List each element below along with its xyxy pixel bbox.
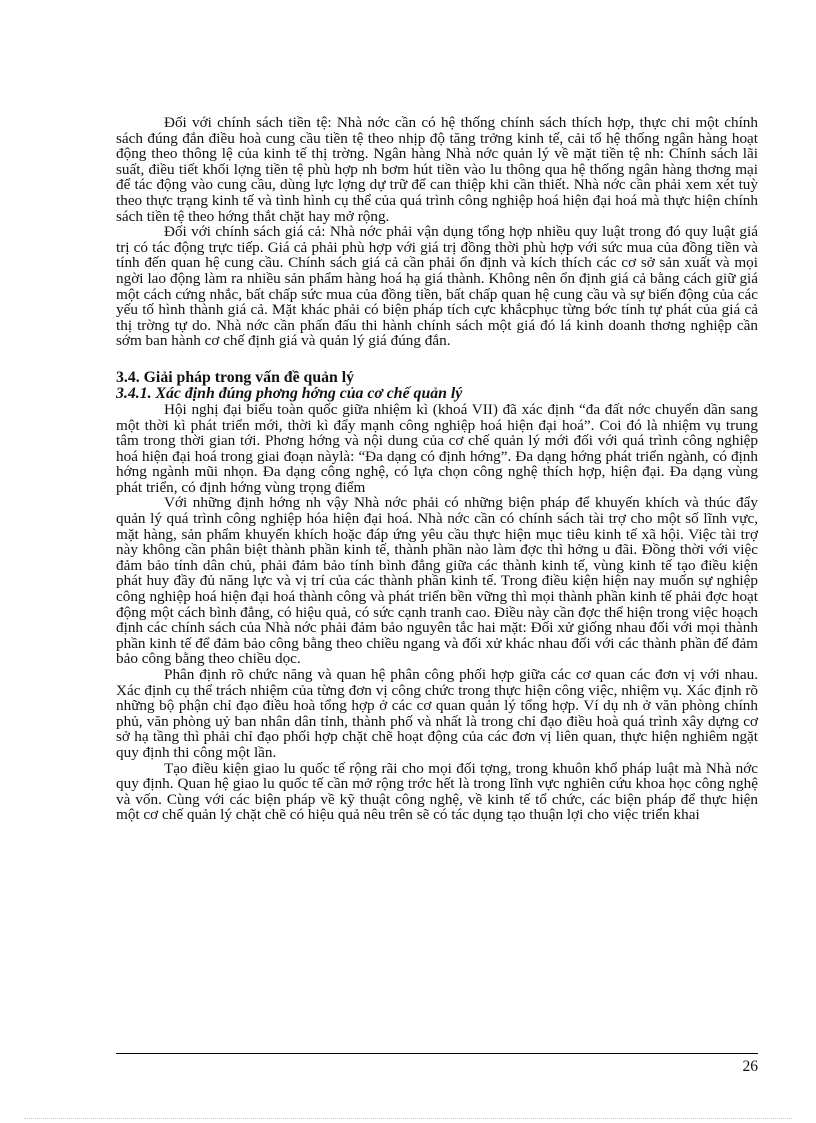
paragraph-function-division: Phân định rõ chức năng và quan hệ phân công phối hợp giữa các cơ quan các đơn vị với nhau. Xác định cụ thể trách nhiệm của từng đơn vị công chức trong thực hiện công việc, nhiệm vụ. Xác định rõ những bộ phận chỉ đạo điều hoà tổng hợp ở các cơ quan quản lý tổng hợp. Ví dụ nh ở văn phòng chính phủ, văn phòng uỷ ban nhân dân tỉnh, thành phố và nhất là trong chỉ đạo điều hoà quá trình xây dựng cơ sở hạ tầng thì phải chỉ đạo phối hợp chặt chẽ hoạt động của các đơn vị liên quan, thực hiện nghiêm ngặt quy định thi công một lần.	[116, 666, 758, 761]
page-body	[116, 115, 758, 823]
page-bottom-border	[24, 1118, 792, 1119]
footer-divider	[116, 1053, 758, 1054]
paragraph-price-policy: Đối với chính sách giá cả: Nhà nớc phải vận dụng tổng hợp nhiều quy luật trong đó quy luật giá trị có tác động trực tiếp. Giá cả phải phù hợp với giá trị đồng thời phù hợp với sức mua của đồng tiền và tính đến quan hệ cung cầu. Chính sách giá cả cần phải ổn định và kích thích các cơ sở sản xuất và mọi ngời lao động làm ra nhiều sản phẩm hàng hoá hạ giá thành. Không nên ổn định giá cả bằng cách giữ giá một cách cứng nhắc, bất chấp sức mua của đồng tiền, bất chấp quan hệ cung cầu và sự biến động của các yếu tố hình thành giá cả. Mặt khác phải có biện pháp tích cực khắcphục từng bớc tính tự phát của giá cả thị trờng tự do. Nhà nớc cần phấn đấu thi hành chính sách một giá đó lá kinh doanh thơng nghiệp cần sớm ban hành cơ chế định giá và quản lý giá đúng đắn.	[116, 223, 758, 350]
paragraph-international-exchange: Tạo điều kiện giao lu quốc tế rộng rãi cho mọi đối tợng, trong khuôn khổ pháp luật mà Nhà nớc quy định. Quan hệ giao lu quốc tế cần mở rộng trớc hết là trong lĩnh vực nghiên cứu khoa học công nghệ và vốn. Cùng với các biện pháp về kỹ thuật công nghệ, về kinh tế tổ chức, các biện pháp để thực hiện một cơ chế quản lý chặt chẽ có hiệu quả nêu trên sẽ có tác dụng tạo thuận lợi cho việc triển khai	[116, 759, 758, 824]
paragraph-conference: Hội nghị đại biểu toàn quốc giữa nhiệm kì (khoá VII) đã xác định “đa đất nớc chuyển dần sang một thời kì phát triển mới, thời kì đẩy mạnh công nghiệp hoá hiện đại hoá”. Coi đó là nhiệm vụ trung tâm trong thời gian tới. Phơng hớng và nội dung của cơ chế quản lý mới đối với quá trình công nghiệp hoá hiện đại hoá trong giai đoạn nàylà: “Đa dạng có định hớng”. Đa dạng hớng phát triển ngành, có định hớng ngành mũi nhọn. Đa dạng công nghệ, có lựa chọn công nghệ thích hợp, hiện đại. Đa dạng vùng phát triển, có định hớng vùng trọng điểm	[116, 400, 758, 496]
paragraph-orientation-measures: Với những định hớng nh vậy Nhà nớc phải có những biện pháp để khuyến khích và thúc đẩy quản lý quá trình công nghiệp hóa hiện đại hoá. Nhà nớc cần có chính sách tài trợ cho một số lĩnh vực, mặt hàng, sản phẩm khuyến khích hoặc đáp ứng yêu cầu thực hiện mục tiêu kinh tế xã hội. Việc tài trợ này không cần phân biệt thành phần kinh tế, thành phần nào làm đợc thì hởng u đãi. Đồng thời với việc đảm bảo tính dân chủ, phải đảm bảo tính bình đẳng giữa các thành kinh tế, vùng kinh tế tạo điều kiện phát huy đầy đủ năng lực và vị trí của các thành phần kinh tế. Trong điều kiện hiện nay muốn sự nghiệp công nghiệp hoá hiện đại hoá thành công và phát triển bền vững thì mọi thành phần kinh tế phải đợc hoạt động một cách bình đẳng, có hiệu quả, có sức cạnh tranh cao. Điều này cần đợc thể hiện trong việc hoạch định các chính sách của Nhà nớc phải đảm bảo nguyên tắc hai mặt: Đối xử giống nhau đối với mọi thành phần kinh tế để đảm bảo công bằng theo chiều ngang và đối xử khác nhau đối với các thành phần để đảm bảo công bằng theo chiều dọc.	[116, 494, 758, 668]
paragraph-monetary-policy: Đối với chính sách tiền tệ: Nhà nớc cần có hệ thống chính sách thích hợp, thực chi một chính sách đúng đắn điều hoà cung cầu tiền tệ theo nhịp độ tăng trởng kinh tế, cải tổ hệ thống ngân hàng hoạt động theo thông lệ của kinh tế thị trờng. Ngân hàng Nhà nớc quản lý về mặt tiền tệ nh: Chính sách lãi suất, điều tiết khối lợng tiền tệ phù hợp nh bơm hút tiền vào lu thông qua hệ thống ngân hàng thơng mại để tác động vào cung cầu, dùng lực lợng dự trữ để can thiệp khi cần thiết. Nhà nớc cần phải xem xét tuỳ theo thực trạng kinh tế và tình hình cụ thể của quá trình công nghiệp hoá hiện đại hoá mà thực hiện chính sách tiền tệ theo hớng thắt chặt hay mở rộng.	[116, 114, 758, 225]
page-number: 26	[742, 1058, 758, 1075]
subsection-heading: 3.4.1. Xác định đúng phơng hớng của cơ chế quản lý	[116, 384, 463, 402]
section-heading: 3.4. Giải pháp trong vấn đề quản lý	[116, 368, 355, 386]
